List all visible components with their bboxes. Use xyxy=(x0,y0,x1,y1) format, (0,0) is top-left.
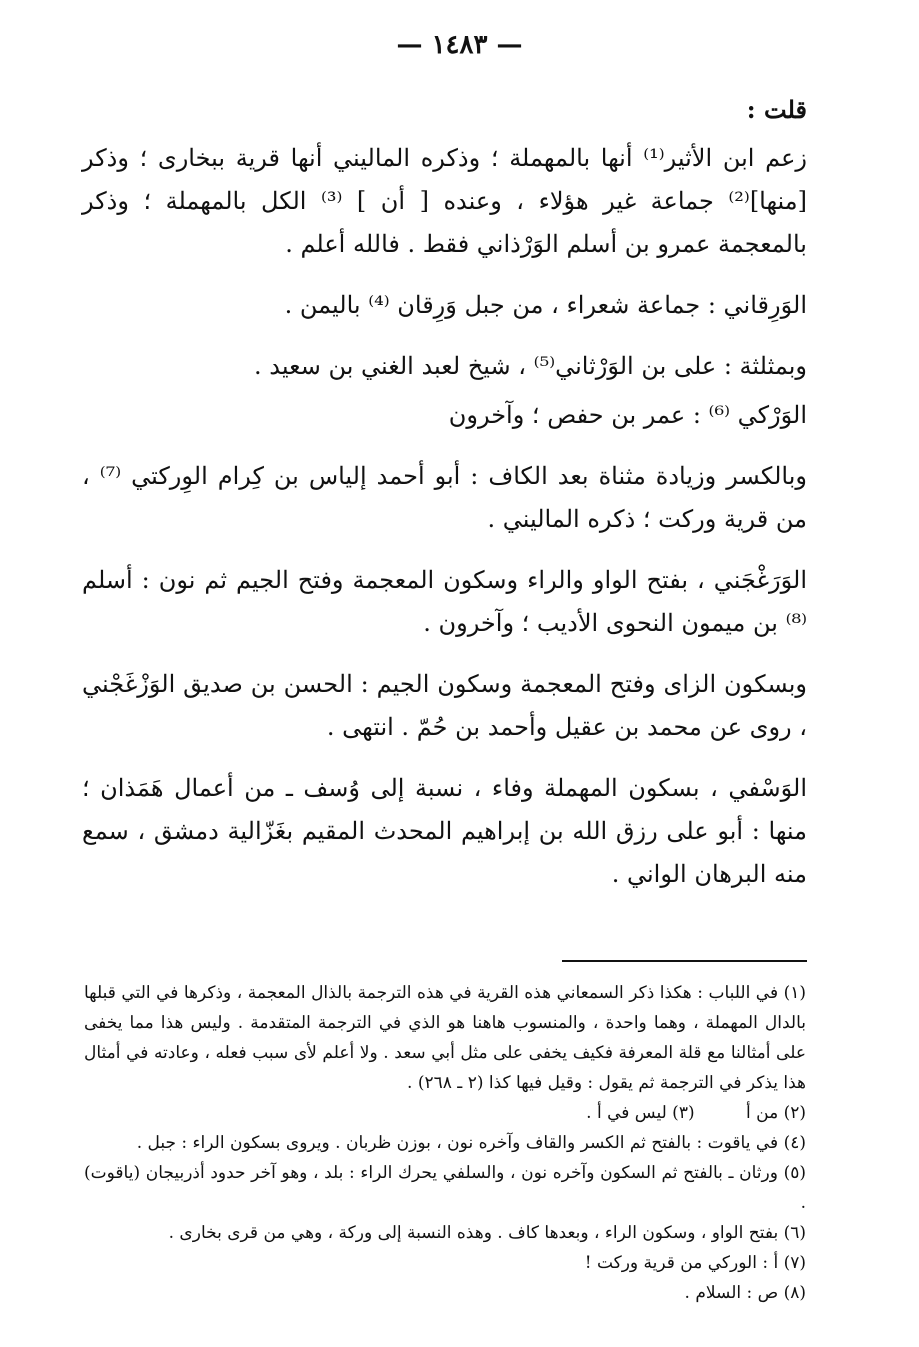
footnote-7: (٧) أ : الوركي من قرية وركت ! xyxy=(584,1253,806,1273)
paragraph-1: زعم ابن الأثير⁽¹⁾ أنها بالمهملة ؛ وذكره الماليني أنها قرية ببخارى ؛ وذكر [منها]⁽²⁾ جماعة غير هؤلاء ، وعنده [ أن ] ⁽³⁾ الكل بالمهملة ؛ وذكر بالمعجمة عمرو بن أسلم الوَرْذاني فقط . فالله أعلم . xyxy=(82,144,808,258)
footnote-divider xyxy=(562,960,807,962)
footnotes xyxy=(84,978,806,1308)
footnote-3: (٣) ليس في أ . xyxy=(586,1103,695,1123)
paragraph-4: الوَرْكي ⁽⁶⁾ : عمر بن حفص ؛ وآخرون xyxy=(448,401,807,429)
footnote-8: (٨) ص : السلام . xyxy=(684,1283,806,1303)
paragraph-6: الوَرَغْجَني ، بفتح الواو والراء وسكون المعجمة وفتح الجيم ثم نون : أسلم ⁽⁸⁾ بن ميمون النحوى الأديب ؛ وآخرون . xyxy=(82,566,807,637)
footnote-1: (١) في اللباب : هكذا ذكر السمعاني هذه القرية في هذه الترجمة بالذال المعجمة ، وذكرها في التي قبلها بالدال المهملة ، وهما واحدة ، والمنسوب هاهنا هو الذي في الترجمة المتقدمة . وليس هذا مما يخفى على أمثالنا مع قلة المعرفة فكيف يخفى على مثل أبي سعد . ولا أعلم لأى سبب فعله ، وعادته في أمثال هذا يذكر في الترجمة ثم يقول : وقيل فيها كذا (٢ ـ ٢٦٨) . xyxy=(84,983,806,1093)
paragraph-2: الوَرِقاني : جماعة شعراء ، من جبل وَرِقان ⁽⁴⁾ باليمن . xyxy=(284,291,807,319)
footnote-5: (٥) ورثان ـ بالفتح ثم السكون وآخره نون ، والسلفي يحرك الراء : بلد ، وهو آخر حدود أذربيجان (ياقوت) . xyxy=(84,1163,806,1213)
footnote-row-2-3 xyxy=(84,1098,806,1128)
main-text xyxy=(82,88,807,896)
page-number: — ١٤٨٣ — xyxy=(396,30,523,60)
footnote-2: (٢) من أ xyxy=(746,1103,806,1123)
footnote-4: (٤) في ياقوت : بالفتح ثم الكسر والقاف وآخره نون ، بوزن ظربان . ويروى بسكون الراء : جبل . xyxy=(136,1133,806,1153)
footnote-6: (٦) بفتح الواو ، وسكون الراء ، وبعدها كاف . وهذه النسبة إلى وركة ، وهي من قرى بخارى . xyxy=(168,1223,806,1243)
section-heading: قلت : xyxy=(746,95,807,124)
paragraph-7: وبسكون الزاى وفتح المعجمة وسكون الجيم : الحسن بن صديق الوَزْغَجْني ، روى عن محمد بن عقيل وأحمد بن حُمّ . انتهى . xyxy=(82,670,807,741)
paragraph-3: وبمثلثة : على بن الوَرْثاني⁽⁵⁾ ، شيخ لعبد الغني بن سعيد . xyxy=(254,352,807,380)
paragraph-5: وبالكسر وزيادة مثناة بعد الكاف : أبو أحمد إلياس بن كِرام الوِركتي ⁽⁷⁾ ، من قرية وركت ؛ ذكره الماليني . xyxy=(82,462,807,533)
paragraph-8: الوَسْفي ، بسكون المهملة وفاء ، نسبة إلى وُسف ـ من أعمال هَمَذان ؛ منها : أبو على رزق الله بن إبراهيم المحدث المقيم بغَزّالية دمشق ، سمع منه البرهان الواني . xyxy=(82,774,808,888)
